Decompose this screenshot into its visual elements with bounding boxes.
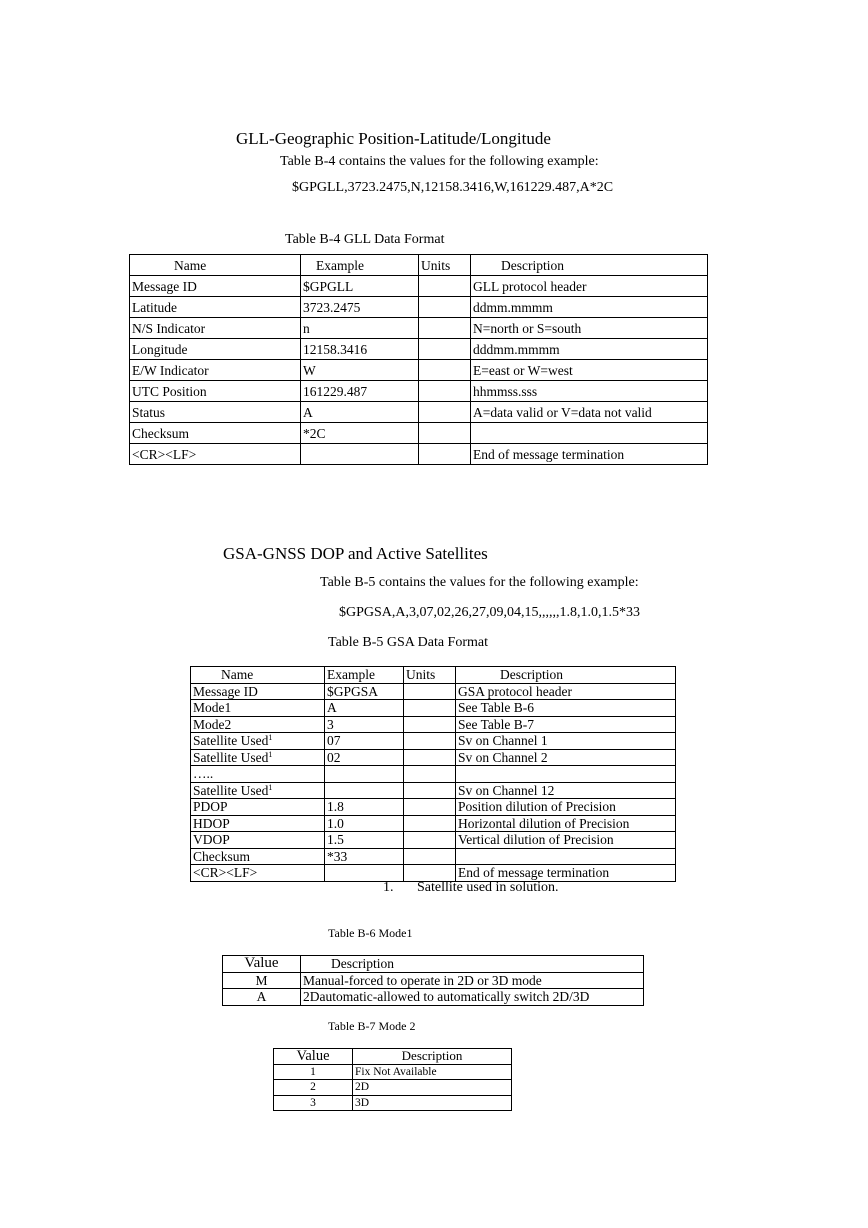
cell-name-text: Mode1 [193,700,232,716]
table-row [191,832,676,849]
footnote-marker: 1 [268,749,273,759]
table-row [274,1080,512,1096]
table-row [130,339,708,360]
cell-description: Horizontal dilution of Precision [456,815,676,832]
cell-example: $GPGLL [301,276,419,297]
cell-example: $GPGSA [325,683,404,700]
gll-data-format-table [129,254,708,465]
cell-example: 1.0 [325,815,404,832]
cell-units [404,865,456,882]
cell-description [471,423,708,444]
table-header-row [191,667,676,684]
cell-example: 02 [325,749,404,766]
column-header-example: Example [301,255,419,276]
cell-example: 1.5 [325,832,404,849]
table-row [191,683,676,700]
table-row [130,423,708,444]
cell-name: Checksum [130,423,301,444]
gll-intro: Table B-4 contains the values for the following example: [280,154,599,169]
cell-units [404,733,456,750]
table-row [191,848,676,865]
mode2-table [273,1048,512,1111]
cell-description [456,848,676,865]
cell-units [404,716,456,733]
cell-description: Manual-forced to operate in 2D or 3D mode [301,972,644,989]
cell-name-text: VDOP [193,832,230,848]
table-row [130,276,708,297]
table-header-row [274,1049,512,1065]
cell-description: Sv on Channel 1 [456,733,676,750]
column-header-description: Description [301,956,644,973]
column-header-value: Value [274,1049,353,1065]
column-header-units: Units [404,667,456,684]
cell-name [191,848,325,865]
cell-units [419,444,471,465]
cell-units [419,339,471,360]
cell-name [191,782,325,799]
cell-name [191,766,325,783]
cell-units [404,700,456,717]
column-header-description: Description [471,255,708,276]
cell-description: A=data valid or V=data not valid [471,402,708,423]
cell-name-text: PDOP [193,799,228,815]
cell-units [404,848,456,865]
cell-example: A [325,700,404,717]
cell-example: 161229.487 [301,381,419,402]
table-header-row [130,255,708,276]
cell-units [404,749,456,766]
cell-description: N=north or S=south [471,318,708,339]
cell-name: <CR><LF> [130,444,301,465]
cell-description: 3D [353,1095,512,1111]
cell-value: A [223,989,301,1006]
cell-units [419,402,471,423]
cell-name [191,832,325,849]
cell-description: Vertical dilution of Precision [456,832,676,849]
cell-units [404,799,456,816]
cell-name: Status [130,402,301,423]
column-header-description: Description [456,667,676,684]
cell-value: 2 [274,1080,353,1096]
cell-description: ddmm.mmmm [471,297,708,318]
cell-description: See Table B-7 [456,716,676,733]
cell-description: 2D [353,1080,512,1096]
gsa-footnote-number: 1. [383,880,394,895]
cell-description: End of message termination [456,865,676,882]
table-row [274,1095,512,1111]
cell-description: 2Dautomatic-allowed to automatically switch 2D/3D [301,989,644,1006]
cell-name-text: HDOP [193,815,230,831]
cell-units [404,683,456,700]
gsa-table-caption: Table B-5 GSA Data Format [328,635,488,650]
cell-name [191,865,325,882]
cell-description: hhmmss.sss [471,381,708,402]
cell-description: Fix Not Available [353,1064,512,1080]
cell-units [419,297,471,318]
cell-units [404,832,456,849]
cell-example [325,865,404,882]
cell-name [191,815,325,832]
cell-name: Latitude [130,297,301,318]
table-row [191,782,676,799]
table-header-row [223,956,644,973]
table-row [191,766,676,783]
cell-name: Message ID [130,276,301,297]
table-row [130,318,708,339]
cell-name-text: <CR><LF> [193,865,258,881]
table-row [191,716,676,733]
cell-description: End of message termination [471,444,708,465]
cell-value: 3 [274,1095,353,1111]
table-row [223,989,644,1006]
cell-units [404,815,456,832]
cell-value: 1 [274,1064,353,1080]
cell-name [191,733,325,750]
footnote-marker: 1 [268,782,273,792]
cell-description: E=east or W=west [471,360,708,381]
cell-example: *33 [325,848,404,865]
gsa-data-format-table [190,666,676,882]
cell-description: See Table B-6 [456,700,676,717]
table-row [191,700,676,717]
cell-name-text: Satellite Used [193,733,269,749]
cell-units [404,766,456,783]
cell-name: UTC Position [130,381,301,402]
cell-name [191,683,325,700]
cell-units [419,381,471,402]
cell-description: GSA protocol header [456,683,676,700]
cell-units [419,423,471,444]
cell-name: Longitude [130,339,301,360]
cell-description: Sv on Channel 12 [456,782,676,799]
cell-example: A [301,402,419,423]
gsa-example-sentence: $GPGSA,A,3,07,02,26,27,09,04,15,,,,,,1.8,1.0,1.5*33 [339,605,641,620]
table-row [274,1064,512,1080]
mode1-table [222,955,644,1006]
gsa-intro: Table B-5 contains the values for the following example: [320,575,639,590]
cell-description: Position dilution of Precision [456,799,676,816]
cell-name [191,716,325,733]
cell-units [419,276,471,297]
gsa-footnote-text: Satellite used in solution. [417,880,559,895]
cell-example: 12158.3416 [301,339,419,360]
cell-name-text: ….. [193,766,214,782]
cell-name-text: Satellite Used [193,749,269,765]
cell-name-text: Satellite Used [193,782,269,798]
cell-units [404,782,456,799]
gll-example-sentence: $GPGLL,3723.2475,N,12158.3416,W,161229.487,A*2C [292,180,614,195]
table-row [130,381,708,402]
table-row [130,297,708,318]
cell-example [325,782,404,799]
cell-example: 3723.2475 [301,297,419,318]
cell-name-text: Mode2 [193,716,232,732]
cell-example: 3 [325,716,404,733]
gsa-heading: GSA-GNSS DOP and Active Satellites [223,544,488,563]
mode2-table-caption: Table B-7 Mode 2 [328,1019,416,1033]
table-row [191,749,676,766]
cell-description [456,766,676,783]
cell-name [191,799,325,816]
cell-example: W [301,360,419,381]
column-header-name: Name [191,667,325,684]
cell-example: *2C [301,423,419,444]
mode1-table-caption: Table B-6 Mode1 [328,926,413,940]
cell-name [191,749,325,766]
column-header-name: Name [130,255,301,276]
cell-description: Sv on Channel 2 [456,749,676,766]
table-row [130,360,708,381]
table-row [223,972,644,989]
footnote-marker: 1 [268,733,273,743]
cell-example: 07 [325,733,404,750]
table-row [130,402,708,423]
cell-name: N/S Indicator [130,318,301,339]
table-row [130,444,708,465]
column-header-description: Description [353,1049,512,1065]
column-header-value: Value [223,956,301,973]
table-row [191,865,676,882]
cell-value: M [223,972,301,989]
cell-description: GLL protocol header [471,276,708,297]
gll-heading: GLL-Geographic Position-Latitude/Longitude [236,129,551,148]
cell-name-text: Message ID [193,683,258,699]
cell-example: 1.8 [325,799,404,816]
cell-name [191,700,325,717]
table-row [191,815,676,832]
cell-units [419,360,471,381]
cell-units [419,318,471,339]
cell-name-text: Checksum [193,848,250,864]
cell-description: dddmm.mmmm [471,339,708,360]
table-row [191,733,676,750]
cell-example: n [301,318,419,339]
cell-example [325,766,404,783]
gll-table-caption: Table B-4 GLL Data Format [285,232,445,247]
cell-example [301,444,419,465]
cell-name: E/W Indicator [130,360,301,381]
column-header-example: Example [325,667,404,684]
column-header-units: Units [419,255,471,276]
table-row [191,799,676,816]
